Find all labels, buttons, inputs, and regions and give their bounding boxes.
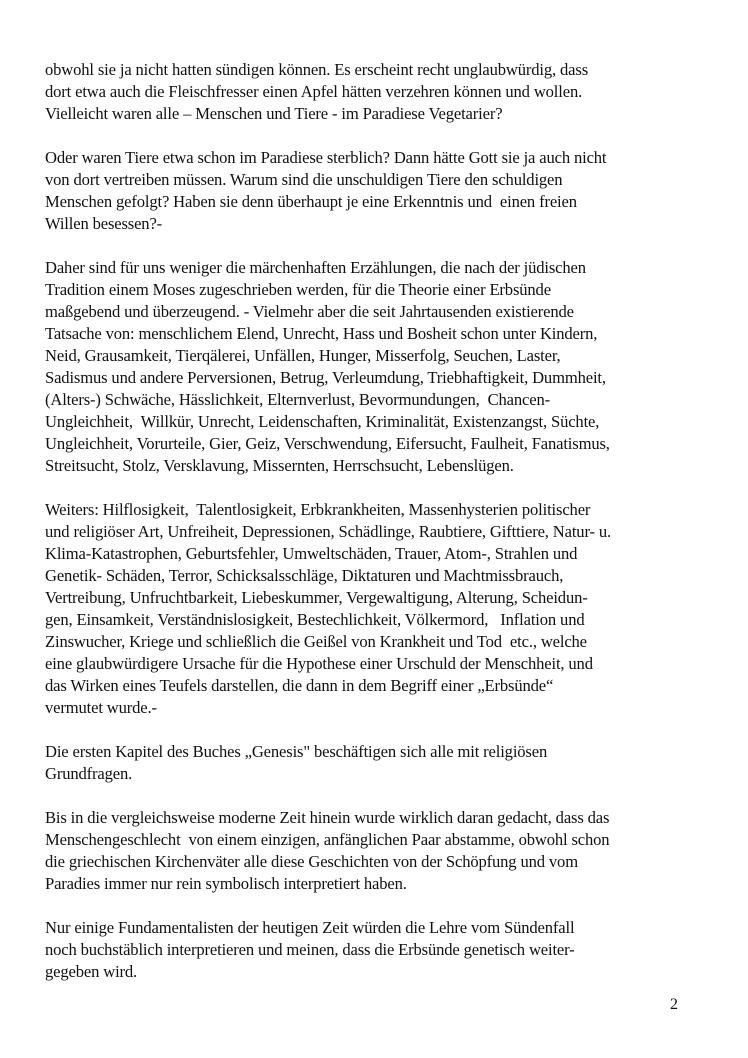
text-line: Genetik- Schäden, Terror, Schicksalsschläge, Diktaturen und Machtmissbrauch, — [45, 566, 564, 585]
text-line: Willen besessen?- — [45, 214, 163, 233]
text-line: Menschengeschlecht von einem einzigen, anfänglichen Paar abstamme, obwohl schon — [45, 830, 610, 849]
paragraph — [45, 147, 735, 235]
text-line: Zinswucher, Kriege und schließlich die Geißel von Krankheit und Tod etc., welche — [45, 632, 587, 651]
text-line: maßgebend und überzeugend. - Vielmehr aber die seit Jahrtausenden existierende — [45, 302, 574, 321]
text-line: Ungleichheit, Willkür, Unrecht, Leidenschaften, Kriminalität, Existenzangst, Süchte, — [45, 412, 600, 431]
paragraph — [45, 59, 735, 125]
text-line: noch buchstäblich interpretieren und meinen, dass die Erbsünde genetisch weiter- — [45, 940, 575, 959]
text-line: Die ersten Kapitel des Buches „Genesis" beschäftigen sich alle mit religiösen — [45, 742, 548, 761]
text-line: Tatsache von: menschlichem Elend, Unrecht, Hass und Bosheit schon unter Kindern, — [45, 324, 598, 343]
paragraph — [45, 257, 735, 477]
text-line: Vertreibung, Unfruchtbarkeit, Liebeskummer, Vergewaltigung, Alterung, Scheidun- — [45, 588, 588, 607]
text-line: obwohl sie ja nicht hatten sündigen können. Es erscheint recht unglaubwürdig, dass — [45, 60, 589, 79]
text-line: und religiöser Art, Unfreiheit, Depressionen, Schädlinge, Raubtiere, Gifttiere, Natur- u. — [45, 522, 612, 541]
text-line: Grundfragen. — [45, 764, 133, 783]
text-line: eine glaubwürdigere Ursache für die Hypothese einer Urschuld der Menschheit, und — [45, 654, 593, 673]
text-line: Neid, Grausamkeit, Tierqälerei, Unfällen, Hunger, Misserfolg, Seuchen, Laster, — [45, 346, 561, 365]
paragraph — [45, 917, 735, 983]
text-line: Weiters: Hilflosigkeit, Talentlosigkeit, Erbkrankheiten, Massenhysterien politischer — [45, 500, 591, 519]
text-line: Daher sind für uns weniger die märchenhaften Erzählungen, die nach der jüdischen — [45, 258, 586, 277]
text-line: Tradition einem Moses zugeschrieben werden, für die Theorie einer Erbsünde — [45, 280, 551, 299]
text-line: Streitsucht, Stolz, Versklavung, Missernten, Herrschsucht, Lebenslügen. — [45, 456, 514, 475]
text-line: Menschen gefolgt? Haben sie denn überhaupt je eine Erkenntnis und einen freien — [45, 192, 577, 211]
text-line: vermutet wurde.- — [45, 698, 157, 717]
text-line: Paradies immer nur rein symbolisch interpretiert haben. — [45, 874, 407, 893]
text-line: Bis in die vergleichsweise moderne Zeit hinein wurde wirklich daran gedacht, dass das — [45, 808, 610, 827]
text-line: Nur einige Fundamentalisten der heutigen Zeit würden die Lehre vom Sündenfall — [45, 918, 575, 937]
text-line: Ungleichheit, Vorurteile, Gier, Geiz, Verschwendung, Eifersucht, Faulheit, Fanatismus, — [45, 434, 610, 453]
text-line: Vielleicht waren alle – Menschen und Tiere - im Paradiese Vegetarier? — [45, 104, 503, 123]
page-number: 2 — [670, 996, 678, 1013]
text-line: die griechischen Kirchenväter alle diese Geschichten von der Schöpfung und vom — [45, 852, 578, 871]
text-line: von dort vertreiben müssen. Warum sind die unschuldigen Tiere den schuldigen — [45, 170, 563, 189]
text-line: dort etwa auch die Fleischfresser einen Apfel hätten verzehren können und wollen. — [45, 82, 583, 101]
paragraph — [45, 499, 735, 719]
text-line: das Wirken eines Teufels darstellen, die dann in dem Begriff einer „Erbsünde“ — [45, 676, 554, 695]
document-page — [45, 59, 735, 1005]
paragraph — [45, 807, 735, 895]
text-line: Klima-Katastrophen, Geburtsfehler, Umweltschäden, Trauer, Atom-, Strahlen und — [45, 544, 578, 563]
text-line: (Alters-) Schwäche, Hässlichkeit, Elternverlust, Bevormundungen, Chancen- — [45, 390, 551, 409]
paragraph — [45, 741, 735, 785]
text-line: gen, Einsamkeit, Verständnislosigkeit, Bestechlichkeit, Völkermord, Inflation und — [45, 610, 585, 629]
text-line: Sadismus und andere Perversionen, Betrug, Verleumdung, Triebhaftigkeit, Dummheit, — [45, 368, 606, 387]
text-line: gegeben wird. — [45, 962, 138, 981]
text-line: Oder waren Tiere etwa schon im Paradiese sterblich? Dann hätte Gott sie ja auch nicht — [45, 148, 607, 167]
